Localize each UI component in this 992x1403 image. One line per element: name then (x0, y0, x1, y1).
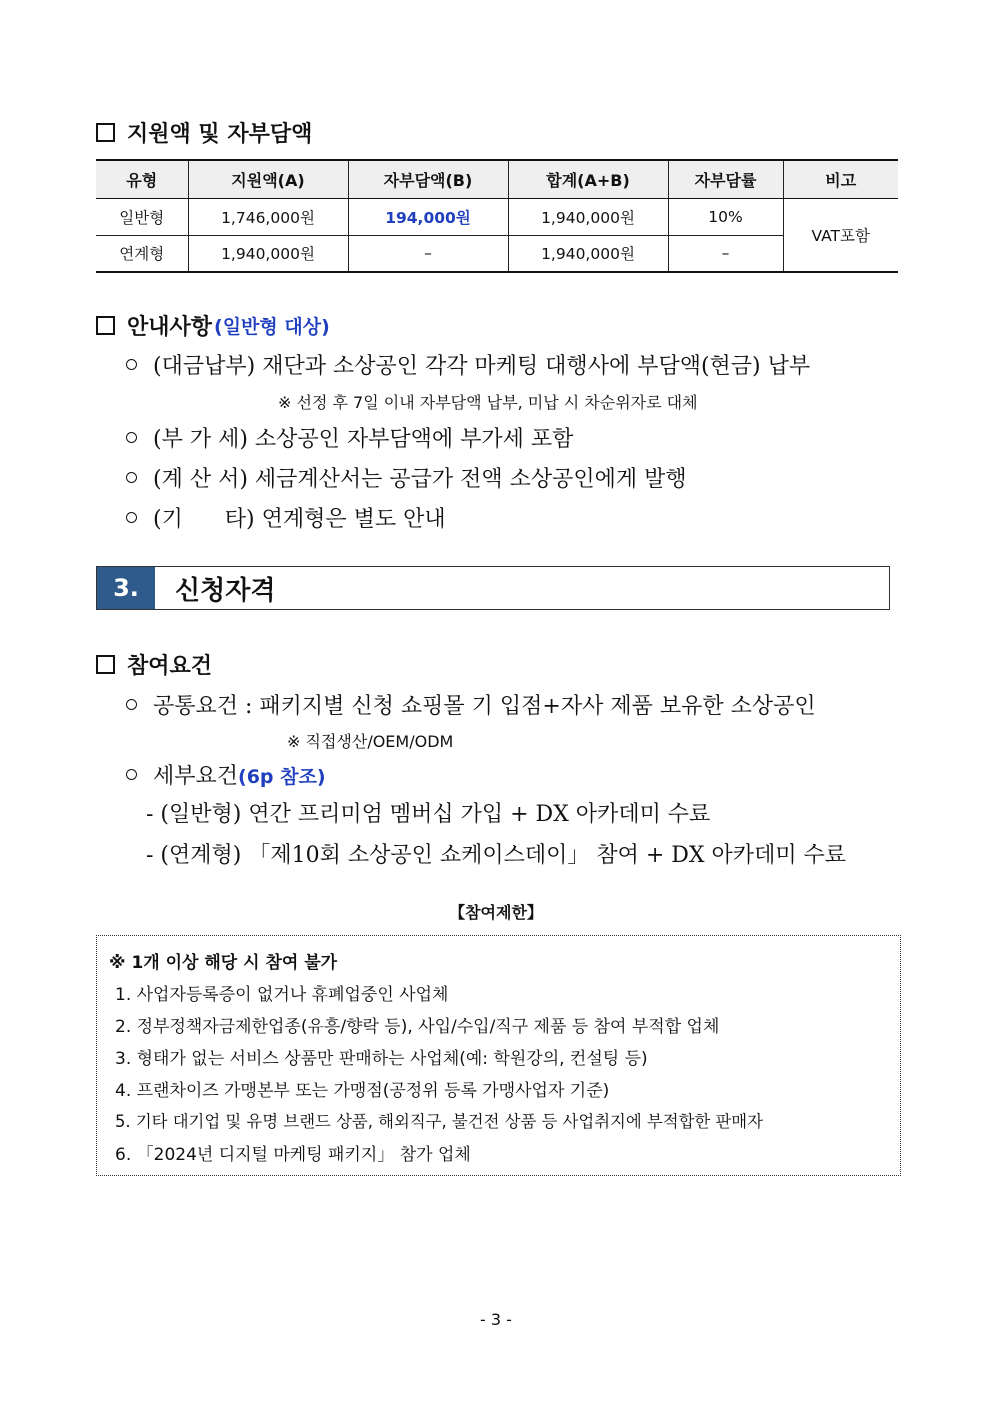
circle-bullet-icon (126, 359, 137, 370)
requirement-label: 공통요건 (153, 694, 239, 719)
restriction-box (96, 935, 901, 1176)
section-title: 안내사항 (127, 315, 213, 340)
restriction-item: 2. 정부정책자금제한업종(유흥/향락 등), 사입/수입/직구 제품 등 참여 부적합 업체 (115, 1017, 720, 1037)
table-cell-total: 1,940,000원 (508, 198, 668, 235)
circle-bullet-icon (126, 699, 137, 710)
table-header-row (96, 160, 898, 198)
section-heading-support (96, 117, 312, 148)
table-cell-type: 일반형 (96, 198, 188, 235)
requirement-common (126, 689, 816, 720)
checkbox-square-icon (96, 655, 115, 674)
guide-item-text: 연계형은 별도 안내 (261, 507, 446, 532)
section-3-header (96, 566, 890, 610)
table-cell-support: 1,940,000원 (188, 235, 348, 272)
checkbox-square-icon (96, 123, 115, 142)
table-header-cell: 유형 (96, 160, 188, 198)
section-title: 참여요건 (127, 654, 213, 679)
table-cell-type: 연계형 (96, 235, 188, 272)
restriction-head: ※ 1개 이상 해당 시 참여 불가 (109, 953, 338, 973)
page-number: - 3 - (480, 1310, 512, 1329)
guide-item (126, 422, 573, 453)
requirement-note: ※ 직접생산/OEM/ODM (287, 732, 454, 751)
table-cell-support: 1,746,000원 (188, 198, 348, 235)
guide-item-label: (대금납부) (153, 354, 256, 379)
table-row (96, 235, 898, 272)
requirement-detail-item: - (일반형) 연간 프리미엄 멤버십 가입 + DX 아카데미 수료 (146, 802, 711, 827)
circle-bullet-icon (126, 769, 137, 780)
requirement-label: 세부요건 (153, 764, 239, 789)
section-title-sub: (일반형 대상) (214, 316, 330, 338)
table-cell-rate: – (668, 235, 783, 272)
restriction-title: 【참여제한】 (449, 903, 543, 922)
section-heading-requirements (96, 649, 212, 680)
table-header-cell: 합계(A+B) (508, 160, 668, 198)
restriction-item: 5. 기타 대기업 및 유명 브랜드 상품, 해외직구, 불건전 상품 등 사업취지에 부적합한 판매자 (115, 1112, 763, 1131)
support-table (96, 159, 898, 273)
circle-bullet-icon (126, 432, 137, 443)
restriction-item: 4. 프랜차이즈 가맹본부 또는 가맹점(공정위 등록 가맹사업자 기준) (115, 1081, 610, 1101)
guide-note: ※ 선정 후 7일 이내 자부담액 납부, 미납 시 차순위자로 대체 (278, 393, 698, 412)
section-3-title: 신청자격 (175, 575, 276, 606)
table-header-cell: 자부담률 (668, 160, 783, 198)
requirement-text: : 패키지별 신청 쇼핑몰 기 입점+자사 제품 보유한 소상공인 (245, 694, 816, 719)
table-cell-total: 1,940,000원 (508, 235, 668, 272)
guide-item-label: (기 타) (153, 507, 255, 532)
circle-bullet-icon (126, 472, 137, 483)
checkbox-square-icon (96, 316, 115, 335)
table-cell-note: VAT포함 (783, 198, 898, 272)
restriction-item: 1. 사업자등록증이 없거나 휴폐업중인 사업체 (115, 985, 449, 1005)
section-number: 3. (97, 567, 155, 609)
guide-item-label: (계 산 서) (153, 467, 248, 492)
requirement-ref: (6p 참조) (238, 766, 326, 788)
table-header-cell: 비고 (783, 160, 898, 198)
guide-item-text: 재단과 소상공인 각각 마케팅 대행사에 부담액(현금) 납부 (262, 354, 811, 379)
table-cell-rate: 10% (668, 198, 783, 235)
guide-item (126, 462, 687, 493)
requirement-detail-item: - (연계형) 「제10회 소상공인 쇼케이스데이」 참여 + DX 아카데미 수료 (146, 843, 847, 868)
guide-item-text: 소상공인 자부담액에 부가세 포함 (254, 427, 574, 452)
restriction-item: 6. 「2024년 디지털 마케팅 패키지」 참가 업체 (115, 1145, 471, 1165)
guide-item-label: (부 가 세) (153, 427, 248, 452)
table-header-cell: 자부담액(B) (348, 160, 508, 198)
restriction-item: 3. 형태가 없는 서비스 상품만 판매하는 사업체(예: 학원강의, 컨설팅 등) (115, 1049, 648, 1069)
guide-item (126, 502, 446, 533)
guide-item (126, 349, 810, 380)
requirement-detail (126, 759, 326, 790)
table-cell-self: – (348, 235, 508, 272)
table-header-cell: 지원액(A) (188, 160, 348, 198)
circle-bullet-icon (126, 512, 137, 523)
guide-item-text: 세금계산서는 공급가 전액 소상공인에게 발행 (254, 467, 687, 492)
table-row (96, 198, 898, 235)
table-cell-self: 194,000원 (348, 198, 508, 235)
section-heading-guide (96, 310, 330, 341)
section-title: 지원액 및 자부담액 (127, 122, 313, 147)
